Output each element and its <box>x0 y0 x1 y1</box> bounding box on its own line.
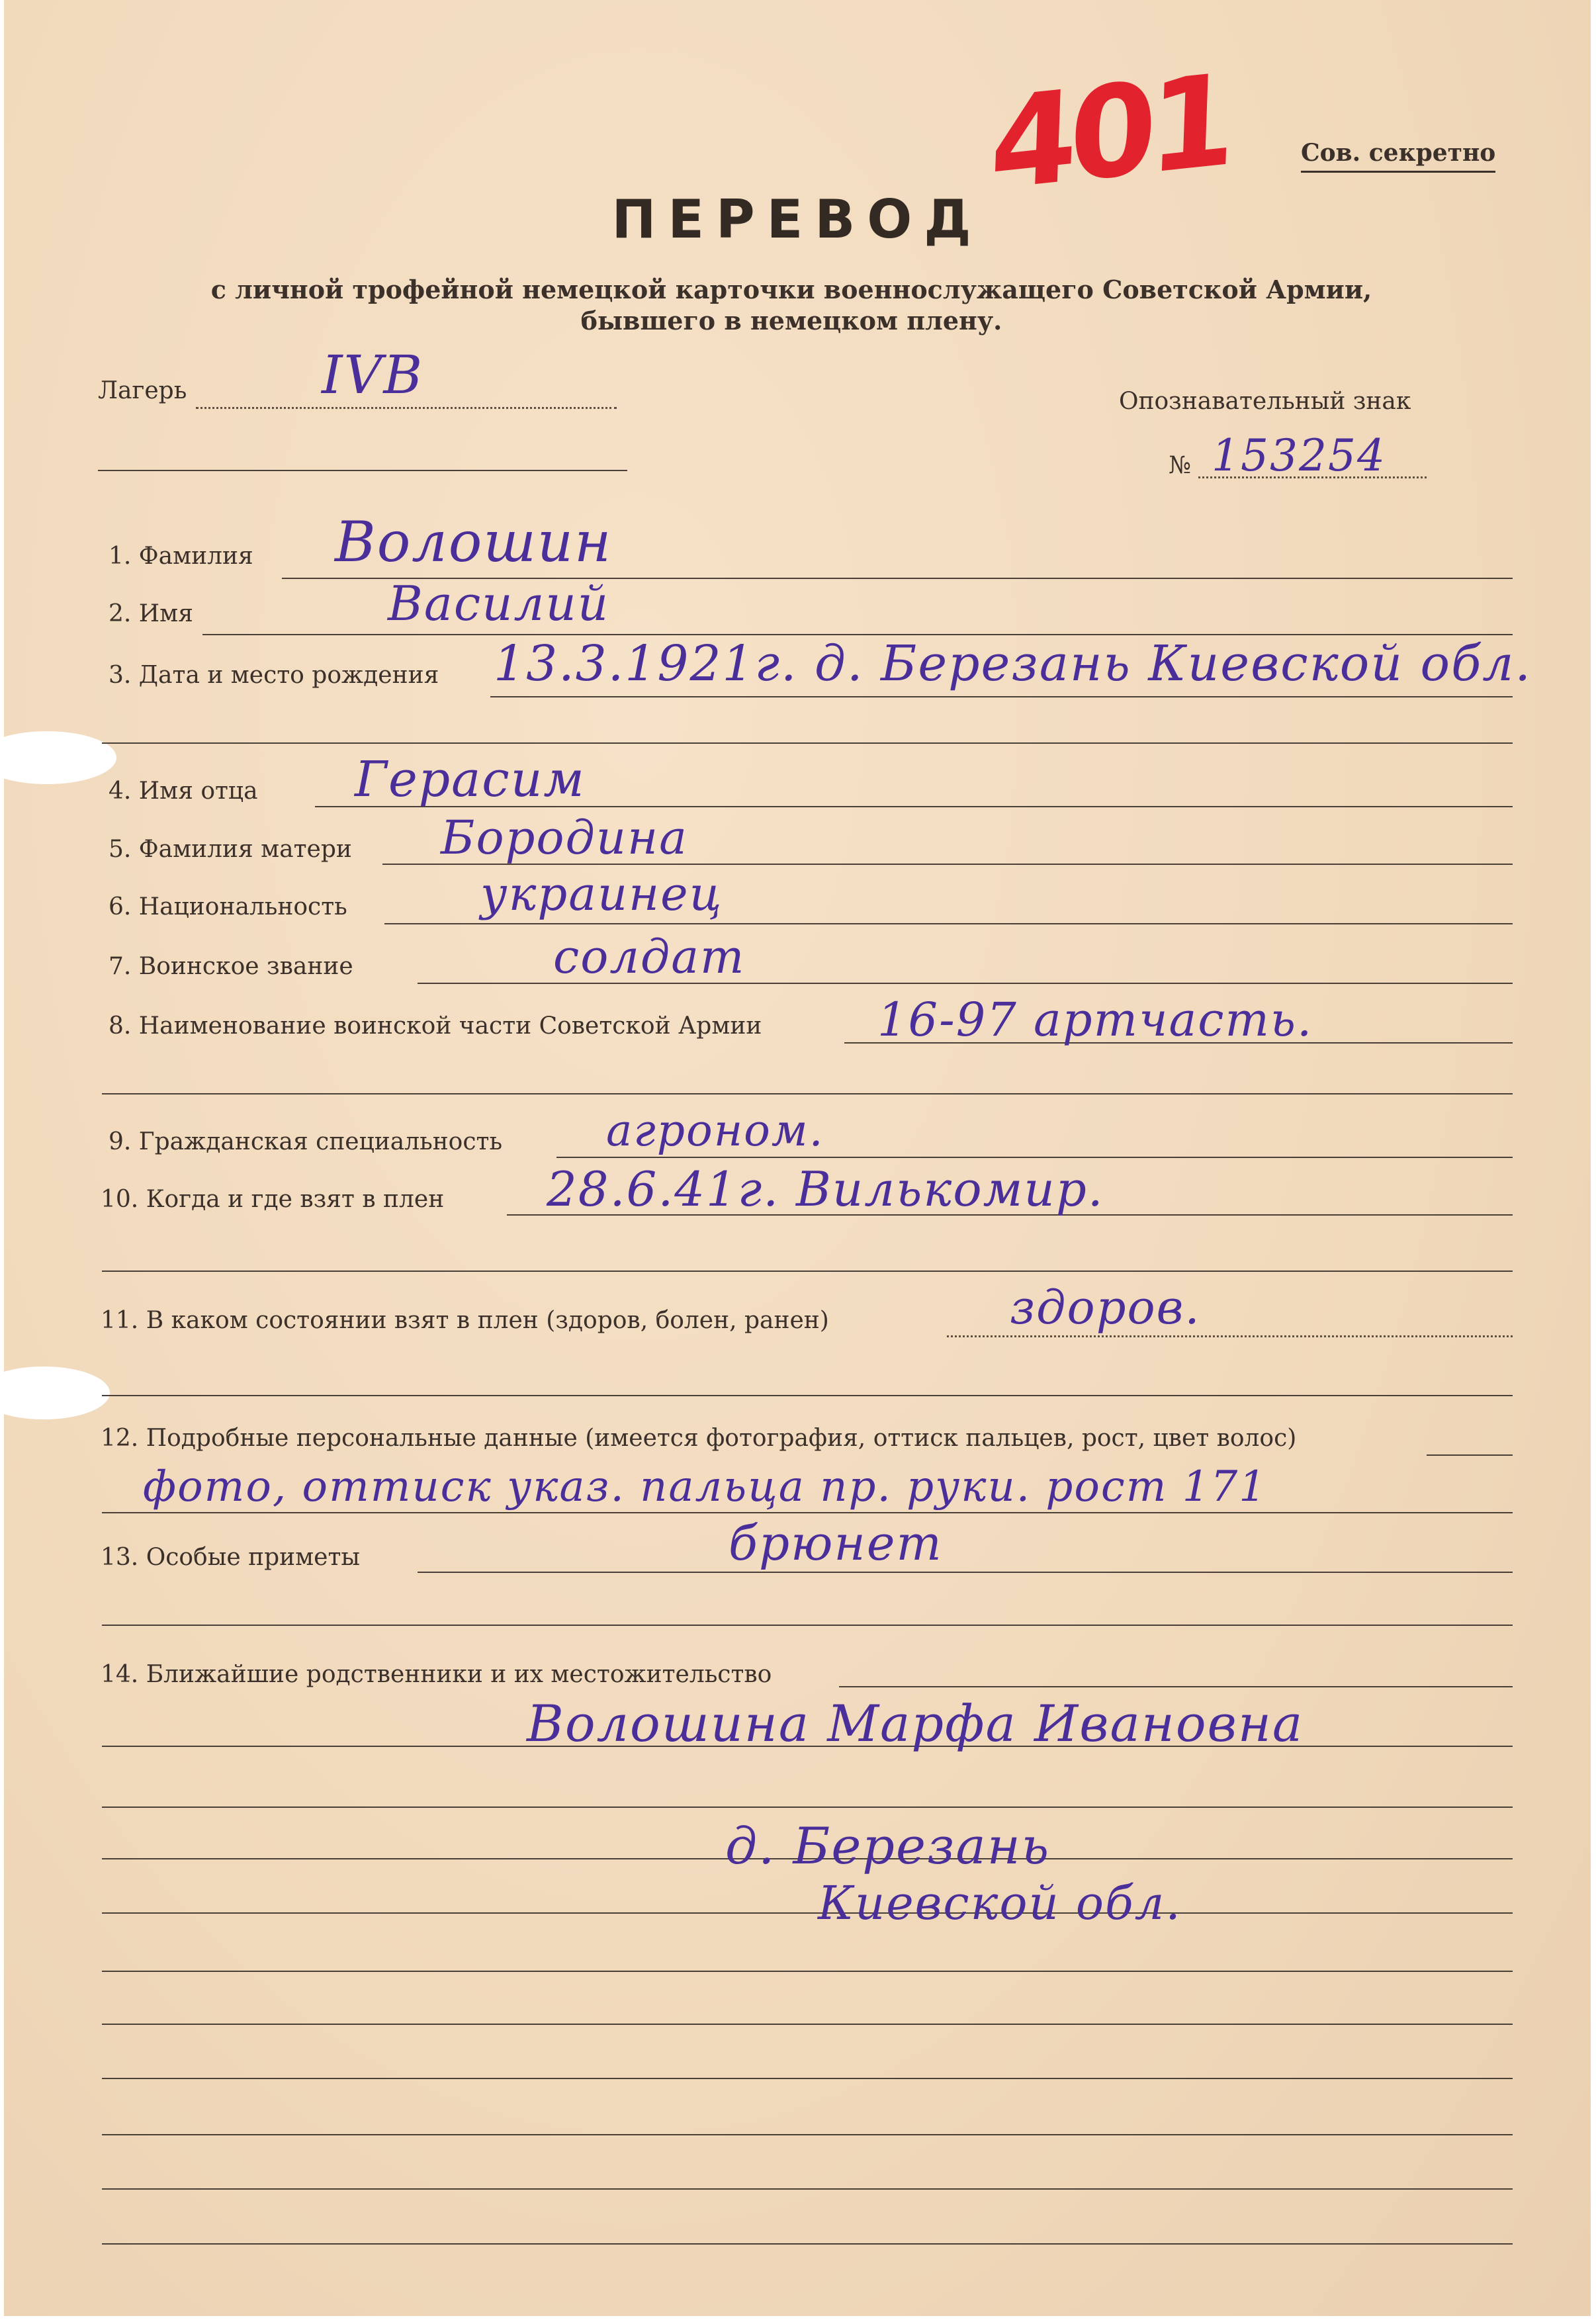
subtitle-line-1: с личной трофейной немецкой карточки военнослужащего Советской Армии, <box>210 275 1372 304</box>
birth-value: 13.3.1921г. д. Березань Киевской обл. <box>494 635 1532 692</box>
personal-data-line <box>1427 1454 1513 1456</box>
torn-edge-lower <box>0 1366 110 1419</box>
classification-stamp: Сов. секретно <box>1301 139 1495 173</box>
nationality-line <box>384 923 1513 924</box>
birth-line <box>490 696 1513 697</box>
condition-label: 11. В каком состоянии взят в плен (здоров, болен, ранен) <box>101 1307 829 1334</box>
profession-label: 9. Гражданская специальность <box>109 1128 503 1155</box>
relatives-line-10 <box>102 2188 1513 2190</box>
torn-edge-upper <box>0 731 116 784</box>
camp-value: IVB <box>322 344 424 406</box>
profession-line <box>556 1157 1513 1158</box>
surname-value: Волошин <box>335 510 613 574</box>
mother-surname-label: 5. Фамилия матери <box>109 836 352 863</box>
features-label: 13. Особые приметы <box>101 1544 361 1571</box>
features-line-2 <box>102 1625 1513 1626</box>
name-label: 2. Имя <box>109 600 193 627</box>
relatives-value-1: Волошина Марфа Ивановна <box>527 1694 1304 1753</box>
subtitle-line-2: бывшего в немецком плену. <box>580 306 1002 335</box>
surname-label: 1. Фамилия <box>109 543 253 570</box>
birth-label: 3. Дата и место рождения <box>109 662 439 689</box>
captured-label: 10. Когда и где взят в плен <box>101 1186 445 1213</box>
rank-label: 7. Воинское звание <box>109 953 353 980</box>
unit-label: 8. Наименование воинской части Советской Армии <box>109 1012 762 1040</box>
document-title: ПЕРЕВОД <box>611 189 983 250</box>
father-name-value: Герасим <box>355 751 586 808</box>
relatives-line-11 <box>102 2243 1513 2245</box>
relatives-value-3: Киевской обл. <box>818 1876 1182 1930</box>
relatives-line <box>839 1686 1513 1687</box>
nationality-label: 6. Национальность <box>109 893 347 920</box>
birth-line-2 <box>102 742 1513 744</box>
nationality-value: украинец <box>480 867 723 921</box>
captured-line-2 <box>102 1271 1513 1272</box>
captured-value: 28.6.41г. Вилькомир. <box>547 1161 1104 1217</box>
personal-data-value: фото, оттиск указ. пальца пр. руки. рост 171 <box>143 1462 1267 1511</box>
relatives-line-6 <box>102 1971 1513 1972</box>
mother-surname-value: Бородина <box>441 811 688 865</box>
id-number-label: № <box>1169 452 1192 479</box>
id-number-value: 153254 <box>1212 430 1386 481</box>
document-sheet <box>4 0 1591 2316</box>
relatives-line-3 <box>102 1807 1513 1808</box>
relatives-line-8 <box>102 2078 1513 2079</box>
features-line <box>418 1572 1513 1573</box>
id-tag-label: Опознавательный знак <box>1119 388 1411 415</box>
archive-number: 401 <box>988 46 1231 219</box>
father-name-label: 4. Имя отца <box>109 778 258 805</box>
condition-value: здоров. <box>1010 1280 1201 1335</box>
relatives-line-5 <box>102 1912 1513 1914</box>
camp-label: Лагерь <box>98 377 187 404</box>
relatives-line-9 <box>102 2134 1513 2135</box>
rank-value: солдат <box>553 930 746 984</box>
condition-line-2 <box>102 1395 1513 1396</box>
camp-line <box>196 407 617 409</box>
relatives-label: 14. Ближайшие родственники и их местожительство <box>101 1661 772 1688</box>
relatives-line-7 <box>102 2024 1513 2025</box>
personal-data-line-2 <box>102 1512 1513 1513</box>
personal-data-label: 12. Подробные персональные данные (имеется фотография, оттиск пальцев, рост, цвет волос) <box>101 1425 1297 1452</box>
profession-value: агроном. <box>606 1105 824 1156</box>
condition-line <box>947 1335 1513 1337</box>
camp-line-2 <box>98 470 627 471</box>
unit-line-2 <box>102 1093 1513 1094</box>
features-value: брюнет <box>729 1515 943 1571</box>
unit-value: 16-97 артчасть. <box>877 993 1313 1047</box>
relatives-value-2: д. Березань <box>725 1816 1051 1875</box>
name-value: Василий <box>388 576 610 631</box>
